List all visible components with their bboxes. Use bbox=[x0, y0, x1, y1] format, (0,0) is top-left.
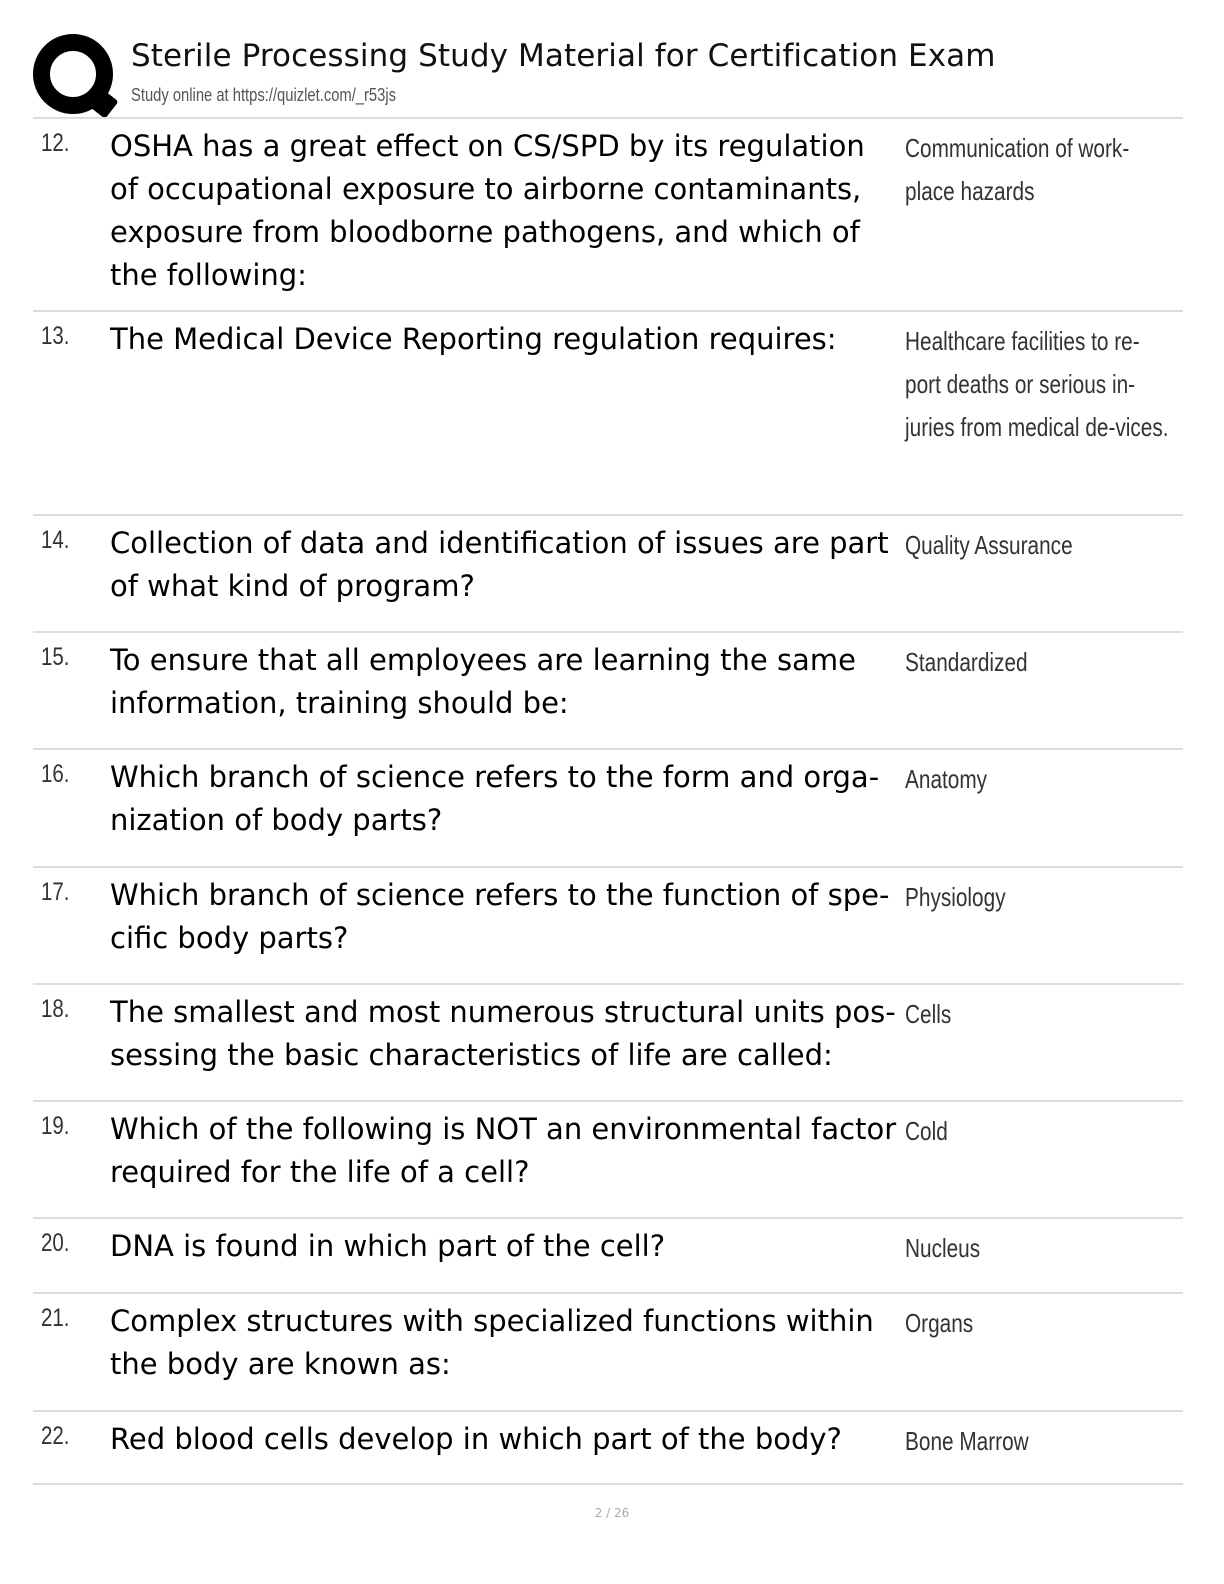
answer-text: Standardized bbox=[905, 647, 1028, 677]
row-number: 18. bbox=[41, 995, 70, 1023]
page-header bbox=[33, 30, 1183, 116]
question-text: Complex structures with specialized functions within the body are known as: bbox=[110, 1304, 874, 1381]
study-online-link[interactable]: Study online at https://quizlet.com/_r53js bbox=[131, 85, 397, 105]
question-text: The Medical Device Reporting regulation requires: bbox=[110, 322, 837, 356]
answer-text: Anatomy bbox=[905, 764, 988, 794]
page-title: Sterile Processing Study Material for Certification Exam bbox=[131, 38, 996, 74]
table-row bbox=[33, 117, 1183, 310]
question-text: The smallest and most numerous structural units pos-sessing the basic characteristics of life are called: bbox=[110, 995, 896, 1072]
quizlet-logo-icon bbox=[33, 34, 113, 114]
row-number: 21. bbox=[41, 1304, 70, 1332]
table-row bbox=[33, 310, 1183, 514]
answer-text: Healthcare facilities to re-port deaths or serious in-juries from medical de-vices. bbox=[905, 326, 1169, 442]
table-row bbox=[33, 983, 1183, 1100]
question-text: DNA is found in which part of the cell? bbox=[110, 1229, 666, 1263]
row-number: 12. bbox=[41, 129, 70, 157]
table-row bbox=[33, 1410, 1183, 1485]
table-row bbox=[33, 1292, 1183, 1410]
answer-text: Communication of work-place hazards bbox=[905, 133, 1130, 206]
row-number: 19. bbox=[41, 1112, 70, 1140]
row-number: 22. bbox=[41, 1422, 70, 1450]
question-text: Which of the following is NOT an environmental factor required for the life of a cell? bbox=[110, 1112, 897, 1189]
row-number: 17. bbox=[41, 878, 70, 906]
answer-text: Cold bbox=[905, 1116, 948, 1146]
answer-text: Quality Assurance bbox=[905, 530, 1073, 560]
question-text: To ensure that all employees are learning the same information, training should be: bbox=[110, 643, 856, 720]
row-number: 15. bbox=[41, 643, 70, 671]
row-number: 20. bbox=[41, 1229, 70, 1257]
table-row bbox=[33, 514, 1183, 631]
table-row bbox=[33, 866, 1183, 983]
flashcard-list bbox=[33, 117, 1183, 1485]
row-number: 13. bbox=[41, 322, 70, 350]
question-text: Which branch of science refers to the function of spe-cific body parts? bbox=[110, 878, 890, 955]
answer-text: Nucleus bbox=[905, 1233, 981, 1263]
table-row bbox=[33, 1100, 1183, 1217]
table-row bbox=[33, 631, 1183, 748]
answer-text: Bone Marrow bbox=[905, 1426, 1029, 1456]
answer-text: Cells bbox=[905, 999, 952, 1029]
answer-text: Organs bbox=[905, 1308, 974, 1338]
answer-text: Physiology bbox=[905, 882, 1006, 912]
table-row bbox=[33, 748, 1183, 866]
row-number: 16. bbox=[41, 760, 70, 788]
table-row bbox=[33, 1217, 1183, 1292]
row-number: 14. bbox=[41, 526, 70, 554]
question-text: Red blood cells develop in which part of the body? bbox=[110, 1422, 842, 1456]
question-text: Which branch of science refers to the form and orga-nization of body parts? bbox=[110, 760, 880, 837]
question-text: OSHA has a great effect on CS/SPD by its regulation of occupational exposure to airborne contaminants, exposure from bloodborne pathogens, and which of the following: bbox=[110, 129, 865, 292]
page-number: 2 / 26 bbox=[594, 1506, 630, 1520]
question-text: Collection of data and identification of issues are part of what kind of program? bbox=[110, 526, 889, 603]
